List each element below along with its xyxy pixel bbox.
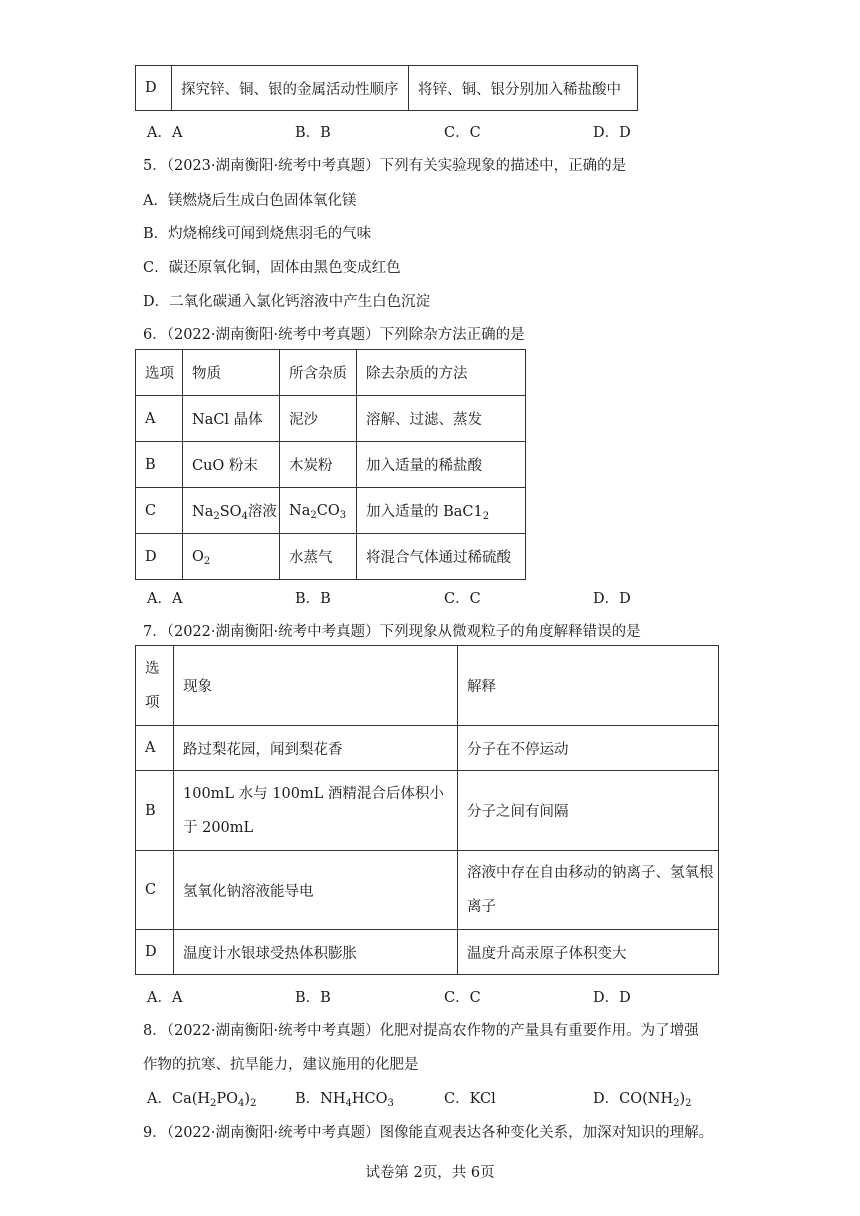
q5-option-d: D．二氧化碳通入氯化钙溶液中产生白色沉淀: [143, 294, 431, 310]
q6-cell-impurity: [280, 488, 357, 534]
formula-part: CO: [316, 502, 340, 519]
formula-part: SO: [219, 504, 242, 520]
q8-stem-line2: 作物的抗寒、抗旱能力，建议施用的化肥是: [143, 1057, 419, 1073]
q4-option-a: A．A: [147, 125, 183, 141]
page-footer: 试卷第 2页，共 6页: [365, 1165, 495, 1181]
table-row: [136, 726, 719, 771]
formula-subscript: 3: [387, 1098, 394, 1109]
formula-subscript: 2: [673, 1098, 680, 1109]
formula-part: B．NH: [295, 1091, 346, 1107]
q6-cell-option: B: [136, 442, 183, 488]
table-row: [136, 488, 526, 534]
q7-cell-phenomenon: 路过梨花园，闻到梨花香: [174, 726, 458, 771]
formula-part: 加入适量的 BaC1: [366, 504, 483, 520]
q6-cell-impurity: 泥沙: [280, 396, 357, 442]
formula-subscript: 2: [685, 1098, 692, 1109]
q8-option-c: C．KCl: [444, 1091, 496, 1107]
table-row: [136, 930, 719, 975]
formula-part: O: [192, 548, 204, 565]
formula-subscript: 2: [210, 1098, 217, 1109]
q6-cell-substance: [183, 534, 280, 580]
formula-part: ): [244, 1091, 251, 1107]
q6-stem: 6．（2022·湖南衡阳·统考中考真题）下列除杂方法正确的是: [143, 327, 525, 343]
formula-part: ): [679, 1091, 686, 1107]
formula-part: 溶液: [247, 504, 277, 520]
q6-cell-option: A: [136, 396, 183, 442]
q7-cell-option: A: [136, 726, 174, 771]
table-row: [136, 771, 719, 851]
formula-subscript: 2: [203, 555, 211, 567]
table-row: [136, 396, 526, 442]
q4-table-row-d: [135, 65, 638, 111]
formula-part: HCO: [351, 1091, 388, 1107]
q9-stem: 9．（2022·湖南衡阳·统考中考真题）图像能直观表达各种变化关系，加深对知识的理解。: [143, 1125, 714, 1141]
q6-header-method: 除去杂质的方法: [357, 350, 526, 396]
formula-subscript: 2: [250, 1098, 257, 1109]
q6-cell-method: 加入适量的稀盐酸: [357, 442, 526, 488]
q6-option-a: A．A: [147, 591, 183, 607]
table-row: [136, 851, 719, 930]
q6-option-d: D．D: [593, 591, 631, 607]
formula-subscript: 2: [482, 511, 490, 522]
q7-cell-option: B: [136, 771, 174, 851]
formula-subscript: 2: [213, 511, 220, 522]
q7-cell-phenomenon: 100mL 水与 100mL 酒精混合后体积小于 200mL: [174, 771, 458, 851]
q6-cell-substance: NaCl 晶体: [183, 396, 280, 442]
q8-option-d: [593, 1087, 692, 1108]
q7-option-d: D．D: [593, 990, 631, 1006]
q7-cell-explanation: 温度升高汞原子体积变大: [458, 930, 719, 975]
q7-option-a: A．A: [147, 990, 183, 1006]
formula-subscript: 3: [339, 509, 347, 521]
q7-option-c: C．C: [444, 990, 481, 1006]
q4-option-b: B．B: [295, 125, 331, 141]
q7-option-b: B．B: [295, 990, 331, 1006]
q6-cell-impurity: 木炭粉: [280, 442, 357, 488]
q7-header-option: 选项: [136, 646, 174, 726]
formula-part: PO: [216, 1091, 239, 1107]
q7-cell-explanation: 分子在不停运动: [458, 726, 719, 771]
q7-cell-explanation: 溶液中存在自由移动的钠离子、氢氧根离子: [458, 851, 719, 930]
q6-cell-method: 将混合气体通过稀硫酸: [357, 534, 526, 580]
q5-stem: 5．（2023·湖南衡阳·统考中考真题）下列有关实验现象的描述中，正确的是: [143, 158, 627, 174]
q6-table: [135, 349, 526, 580]
q6-cell-option: D: [136, 534, 183, 580]
q8-option-b: [295, 1087, 394, 1108]
formula-subscript: 4: [345, 1098, 352, 1109]
table-row: [136, 534, 526, 580]
q7-cell-phenomenon: 氢氧化钠溶液能导电: [174, 851, 458, 930]
q7-cell-explanation: 分子之间有间隔: [458, 771, 719, 851]
q7-cell-option: D: [136, 930, 174, 975]
q6-header-impurity: 所含杂质: [280, 350, 357, 396]
q7-stem: 7．（2022·湖南衡阳·统考中考真题）下列现象从微观粒子的角度解释错误的是: [143, 624, 641, 640]
q7-header-explanation: 解释: [458, 646, 719, 726]
q4-option-c: C．C: [444, 125, 481, 141]
q6-cell-option: C: [136, 488, 183, 534]
q6-cell-method: [357, 488, 526, 534]
q6-header-substance: 物质: [183, 350, 280, 396]
q4-cell-option: D: [136, 66, 172, 111]
q6-cell-method: 溶解、过滤、蒸发: [357, 396, 526, 442]
q7-cell-phenomenon: 温度计水银球受热体积膨胀: [174, 930, 458, 975]
q4-cell-purpose: 探究锌、铜、银的金属活动性顺序: [172, 66, 409, 111]
q8-stem-line1: 8．（2022·湖南衡阳·统考中考真题）化肥对提高农作物的产量具有重要作用。为了增强: [143, 1023, 699, 1039]
q5-option-a: A．镁燃烧后生成白色固体氧化镁: [143, 193, 357, 209]
q7-table: [135, 645, 719, 975]
q7-header-phenomenon: 现象: [174, 646, 458, 726]
q7-cell-option: C: [136, 851, 174, 930]
q6-cell-substance: CuO 粉末: [183, 442, 280, 488]
formula-subscript: 4: [241, 511, 248, 522]
formula-subscript: 2: [310, 509, 317, 521]
q6-cell-substance: [183, 488, 280, 534]
q6-header-option: 选项: [136, 350, 183, 396]
formula-part: Na: [289, 502, 311, 519]
q6-option-b: B．B: [295, 591, 331, 607]
formula-part: D．CO(NH: [593, 1091, 674, 1107]
table-row: [136, 442, 526, 488]
q5-option-c: C．碳还原氧化铜，固体由黑色变成红色: [143, 260, 401, 276]
q4-option-d: D．D: [593, 125, 631, 141]
formula-subscript: 4: [238, 1098, 245, 1109]
q4-cell-method: 将锌、铜、银分别加入稀盐酸中: [409, 66, 638, 111]
q6-option-c: C．C: [444, 591, 481, 607]
q8-option-a: [147, 1087, 256, 1108]
formula-part: Na: [192, 504, 214, 520]
formula-part: A．Ca(H: [147, 1091, 211, 1107]
q6-cell-impurity: 水蒸气: [280, 534, 357, 580]
q5-option-b: B．灼烧棉线可闻到烧焦羽毛的气味: [143, 226, 372, 242]
